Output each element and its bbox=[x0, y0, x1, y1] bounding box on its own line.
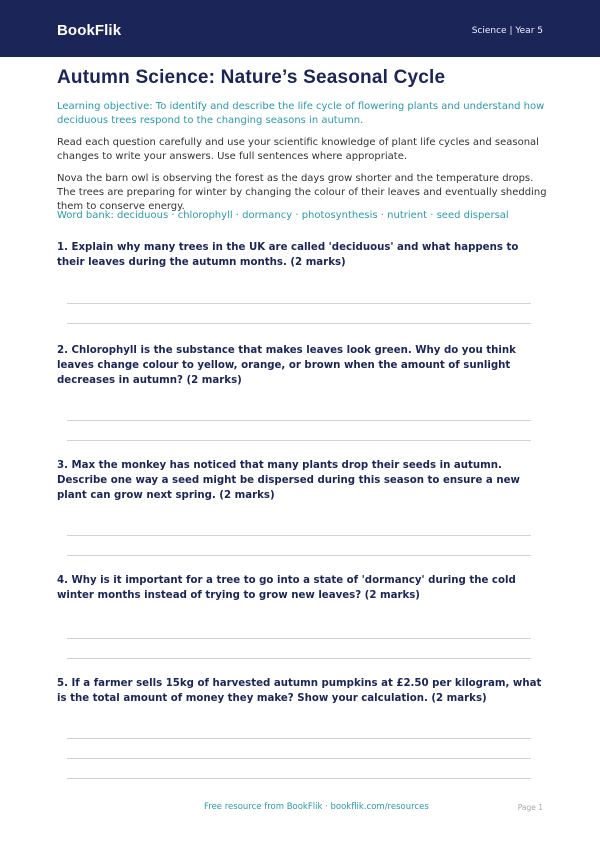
word-bank: Word bank: deciduous · chlorophyll · dormancy · photosynthesis · nutrient · seed dispersal bbox=[57, 210, 509, 221]
question-text: 4. Why is it important for a tree to go into a state of 'dormancy' during the cold winter months instead of trying to grow new leaves? (2 marks) bbox=[57, 575, 516, 601]
page-number: Page 1 bbox=[517, 803, 543, 812]
page-title: Autumn Science: Nature’s Seasonal Cycle bbox=[57, 67, 446, 88]
question-text: 2. Chlorophyll is the substance that makes leaves look green. Why do you think leaves change colour to yellow, orange, or brown when the amount of sunlight decreases in autumn? (2 marks) bbox=[57, 345, 516, 386]
question-text: 5. If a farmer sells 15kg of harvested autumn pumpkins at £2.50 per kilogram, what is the total amount of money they make? Show your calculation. (2 marks) bbox=[57, 678, 542, 704]
question-text: 3. Max the monkey has noticed that many plants drop their seeds in autumn. Describe one way a seed might be dispersed during this season to ensure a new plant can grow next spring. (2 marks) bbox=[57, 460, 520, 501]
answer-line bbox=[67, 535, 531, 536]
answer-line bbox=[67, 555, 531, 556]
answer-line bbox=[67, 420, 531, 421]
brand-logo[interactable]: BookFlik bbox=[57, 22, 122, 39]
answer-line bbox=[67, 738, 531, 739]
answer-line bbox=[67, 303, 531, 304]
answer-line bbox=[67, 638, 531, 639]
answer-line bbox=[67, 758, 531, 759]
story-intro: Nova the barn owl is observing the forest as the days grow shorter and the temperature drops. The trees are preparing for winter by changing the colour of their leaves and eventually shedding them to conserve energy. bbox=[57, 173, 547, 212]
question-text: 1. Explain why many trees in the UK are called 'deciduous' and what happens to their leaves during the autumn months. (2 marks) bbox=[57, 242, 519, 268]
answer-line bbox=[67, 440, 531, 441]
answer-line bbox=[67, 323, 531, 324]
resource-link[interactable]: Free resource from BookFlik · bookflik.com/resources bbox=[204, 802, 429, 812]
answer-line bbox=[67, 658, 531, 659]
instructions-text: Read each question carefully and use your scientific knowledge of plant life cycles and seasonal changes to write your answers. Use full sentences where appropriate. bbox=[57, 137, 539, 162]
site-header bbox=[0, 0, 600, 57]
learning-objective: Learning objective: To identify and describe the life cycle of flowering plants and understand how deciduous trees respond to the changing seasons in autumn. bbox=[57, 101, 545, 126]
answer-line bbox=[67, 778, 531, 779]
subject-year-label: Science | Year 5 bbox=[471, 26, 543, 36]
